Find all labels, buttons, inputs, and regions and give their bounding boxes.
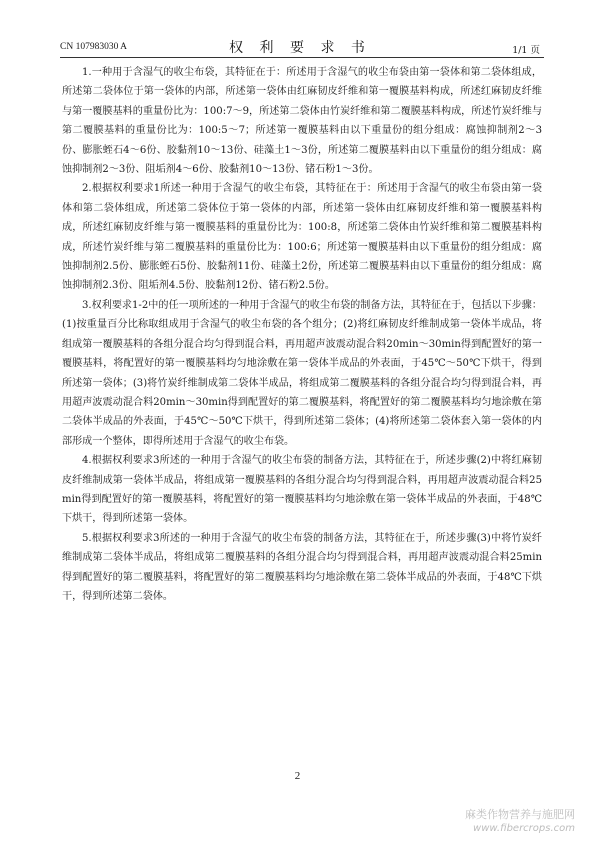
page-number: 2 [294,770,301,782]
claim-1: 1.一种用于含湿气的收尘布袋，其特征在于：所述用于含湿气的收尘布袋由第一袋体和第二袋体组成，所述第二袋体位于第一袋体的内部，所述第一袋体由红麻韧皮纤维和第一覆膜基料构成，所述红麻韧皮纤维与第一覆膜基料的重量份比为：100:7～9，所述第二袋体由竹炭纤维和第二覆膜基料构成，所述竹炭纤维与第二覆膜基料的重量份比为：100:5～7；所述第一覆膜基料由以下重量份的组分组成：腐蚀抑制剂2～3份、膨胀蛭石4～6份、胶黏剂10～13份、硅藻土1～3份，所述第二覆膜基料由以下重量份的组分组成：腐蚀抑制剂2～3份、阻垢剂4～6份、胶黏剂10～13份、锗石粉1～3份。 [62,67,542,176]
claim-4: 4.根据权利要求3所述的一种用于含湿气的收尘布袋的制备方法，其特征在于，所述步骤(2)中将红麻韧皮纤维制成第一袋体半成品，将组成第一覆膜基料的各组分混合均匀得到混合料，再用超声波震动混合料25min得到配置好的第一覆膜基料，将配置好的第一覆膜基料均匀地涂敷在第一袋体半成品的外表面，于48℃下烘干，得到所述第一袋体。 [62,455,542,525]
claim-2: 2.根据权利要求1所述一种用于含湿气的收尘布袋，其特征在于：所述用于含湿气的收尘布袋由第一袋体和第二袋体组成，所述第二袋体位于第一袋体的内部，所述第一袋体由红麻韧皮纤维和第一覆膜基料构成，所述红麻韧皮纤维与第一覆膜基料的重量份比为：100:8，所述第二袋体由竹炭纤维和第二覆膜基料构成，所述竹炭纤维与第二覆膜基料的重量份比为：100:6；所述第一覆膜基料由以下重量份的组分组成：腐蚀抑制剂2.5份、膨胀蛭石5份、胶黏剂11份、硅藻土2份，所述第二覆膜基料由以下重量份的组分组成：腐蚀抑制剂2.3份、阻垢剂4.5份、胶黏剂12份、锗石粉2.5份。 [62,183,542,292]
claim-3: 3.权利要求1-2中的任一项所述的一种用于含湿气的收尘布袋的制备方法，其特征在于，包括以下步骤：(1)按重量百分比称取组成用于含湿气的收尘布袋的各个组分；(2)将红麻韧皮纤维制成第一袋体半成品，将组成第一覆膜基料的各组分混合均匀得到混合料，再用超声波震动混合料20min～30min得到配置好的第一覆膜基料，将配置好的第一覆膜基料均匀地涂敷在第一袋体半成品的外表面，于45℃～50℃下烘干，得到所述第一袋体；(3)将竹炭纤维制成第二袋体半成品，将组成第二覆膜基料的各组分混合均匀得到混合料，再用超声波震动混合料20min～30min得到配置好的第二覆膜基料，将配置好的第二覆膜基料均匀地涂敷在第二袋体半成品的外表面，于45℃～50℃下烘干，得到所述第二袋体；(4)将所述第二袋体套入第一袋体的内部形成一个整体，即得所述用于含湿气的收尘布袋。 [62,299,542,447]
claims-body [62,63,542,606]
patent-number: CN 107983030 A [60,42,128,52]
section-title: 权 利 要 求 书 [229,40,371,56]
claim-5: 5.根据权利要求3所述的一种用于含湿气的收尘布袋的制备方法，其特征在于，所述步骤(3)中将竹炭纤维制成第二袋体半成品，将组成第二覆膜基料的各组分混合均匀得到混合料，再用超声波震动混合料25min得到配置好的第二覆膜基料，将配置好的第二覆膜基料均匀地涂敷在第二袋体半成品的外表面，于48℃下烘干，得到所述第二袋体。 [62,532,542,602]
watermark [465,808,575,836]
page-indicator: 1/1 页 [512,45,540,56]
watermark-url: www.fibercrops.com [473,823,575,834]
page-header [60,33,540,55]
header-divider [60,57,544,58]
watermark-site-name: 麻类作物营养与施肥网 [465,808,575,821]
